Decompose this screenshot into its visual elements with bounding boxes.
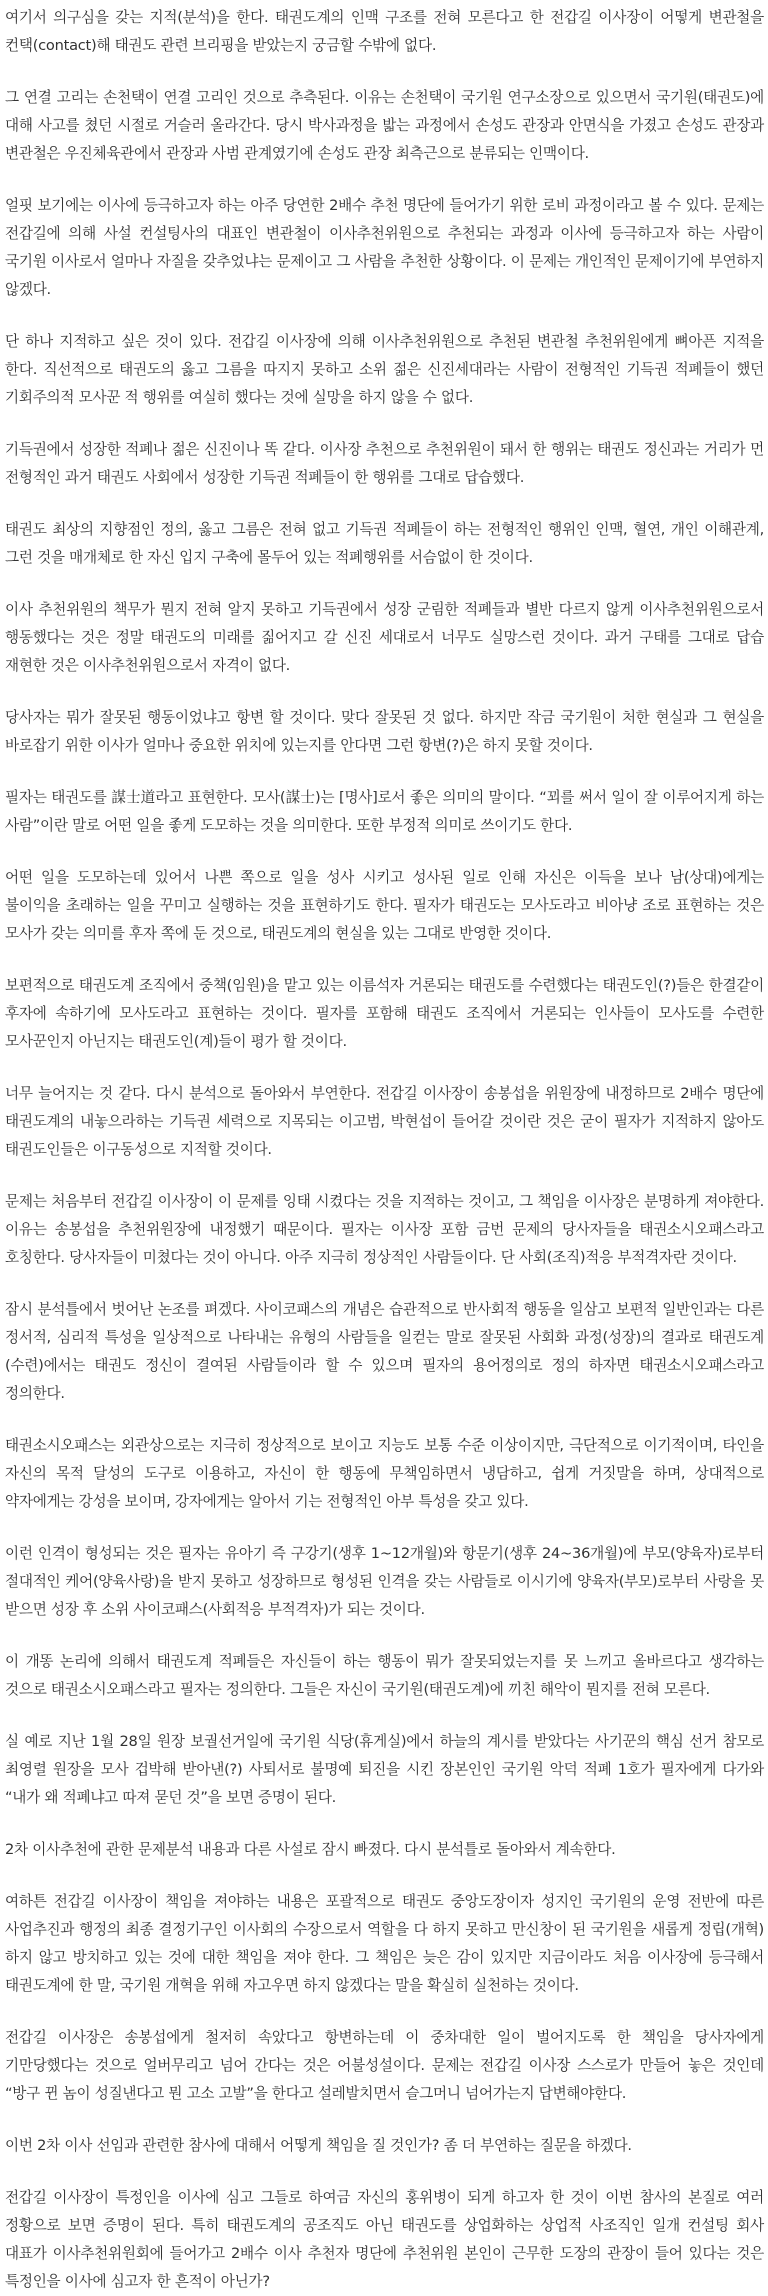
paragraph: 문제는 처음부터 전갑길 이사장이 이 문제를 잉태 시켰다는 것을 지적하는 것이고, 그 책임을 이사장은 분명하게 져야한다. 이유는 송봉섭을 추천위원장에 내정했기 때문이다. 필자는 이사장 포함 금번 문제의 당사자들을 태권소시오패스라고 호칭한다. 당사자들이 미쳤다는 것이 아니다. 아주 지극히 정상적인 사람들이다. 단 사회(조직)적응 부적격자란 것이다. (5, 1193, 764, 1266)
paragraph: 단 하나 지적하고 싶은 것이 있다. 전갑길 이사장에 의해 이사추천위원으로 추천된 변관철 추천위원에게 뼈아픈 지적을 한다. 직선적으로 태권도의 옳고 그름을 따지지 못하고 소위 젊은 신진세대라는 사람이 전형적인 기득권 적폐들이 했던 기회주의적 모사꾼 적 행위를 여실히 했다는 것에 실망을 하지 않을 수 없다. (5, 333, 764, 406)
paragraph: 얼핏 보기에는 이사에 등극하고자 하는 아주 당연한 2배수 추천 명단에 들어가기 위한 로비 과정이라고 볼 수 있다. 문제는 전갑길에 의해 사설 컨설팅사의 대표인 변관철이 이사추천위원으로 추천되는 과정과 이사에 등극하고자 하는 사람이 국기원 이사로서 얼마나 자질을 갖추었냐는 문제이고 그 사람을 추천한 상황이다. 이 문제는 개인적인 문제이기에 부연하지 않겠다. (5, 197, 764, 298)
paragraph: 기득권에서 성장한 적폐나 젊은 신진이나 똑 같다. 이사장 추천으로 추천위원이 돼서 한 행위는 태권도 정신과는 거리가 먼 전형적인 과거 태권도 사회에서 성장한 기득권 적폐들이 한 행위를 그대로 답습했다. (5, 441, 764, 486)
paragraph: 여기서 의구심을 갖는 지적(분석)을 한다. 태권도계의 인맥 구조를 전혀 모른다고 한 전갑길 이사장이 어떻게 변관철을 컨택(contact)해 태권도 관련 브리핑을 받았는지 궁금할 수밖에 없다. (5, 9, 764, 54)
paragraph: 보편적으로 태권도계 조직에서 중책(임원)을 맡고 있는 이름석자 거론되는 태권도를 수련했다는 태권도인(?)들은 한결같이 후자에 속하기에 모사도라고 표현하는 것이다. 필자를 포함해 태권도 조직에서 거론되는 인사들이 모사도를 수련한 모사꾼인지 아닌지는 태권도인(계)들이 평가 할 것이다. (5, 977, 764, 1050)
paragraph: 어떤 일을 도모하는데 있어서 나쁜 쪽으로 일을 성사 시키고 성사된 일로 인해 자신은 이득을 보나 남(상대)에게는 불이익을 초래하는 일을 꾸미고 실행하는 것을 표현하기도 한다. 필자가 태권도는 모사도라고 비아냥 조로 표현하는 것은 모사가 갖는 의미를 후자 쪽에 둔 것으로, 태권도계의 현실을 있는 그대로 반영한 것이다. (5, 869, 764, 942)
paragraph: 이 개똥 논리에 의해서 태권도계 적폐들은 자신들이 하는 행동이 뭐가 잘못되었는지를 못 느끼고 올바르다고 생각하는 것으로 태권소시오패스라고 필자는 정의한다. 그들은 자신이 국기원(태권도계)에 끼친 해악이 뭔지를 전혀 모른다. (5, 1653, 764, 1698)
paragraph: 여하튼 전갑길 이사장이 책임을 져야하는 내용은 포괄적으로 태권도 중앙도장이자 성지인 국기원의 운영 전반에 따른 사업추진과 행정의 최종 결정기구인 이사회의 수장으로서 역할을 다 하지 못하고 만신창이 된 국기원을 새롭게 정립(개혁)하지 않고 방치하고 있는 것에 대한 책임을 져야 한다. 그 책임은 늦은 감이 있지만 지금이라도 처음 이사장에 등극해서 태권도계에 한 말, 국기원 개혁을 위해 자고우면 하지 않겠다는 말을 확실히 실천하는 것이다. (5, 1893, 764, 1994)
paragraph: 이사 추천위원의 책무가 뭔지 전혀 알지 못하고 기득권에서 성장 군림한 적폐들과 별반 다르지 않게 이사추천위원으로서 행동했다는 것은 정말 태권도의 미래를 짊어지고 갈 신진 세대로서 너무도 실망스런 것이다. 과거 구태를 그대로 답습 재현한 것은 이사추천위원으로서 자격이 없다. (5, 601, 764, 674)
paragraph: 필자는 태권도를 謀士道라고 표현한다. 모사(謀士)는 [명사]로서 좋은 의미의 말이다. “꾀를 써서 일이 잘 이루어지게 하는 사람”이란 말로 어떤 일을 좋게 도모하는 것을 의미한다. 또한 부정적 의미로 쓰이기도 한다. (5, 789, 764, 834)
paragraph: 전갑길 이사장이 특정인을 이사에 심고 그들로 하여금 자신의 홍위병이 되게 하고자 한 것이 이번 참사의 본질로 여러 정황으로 보면 증명이 된다. 특히 태권도계의 공조직도 아닌 태권도를 상업화하는 상업적 사조직인 일개 컨설팅 회사 대표가 이사추천위원회에 들어가고 2배수 이사 추천자 명단에 추천위원 본인이 근무한 도장의 관장이 들어 있다는 것은 특정인을 이사에 심고자 한 흔적이 아닌가? (5, 2189, 764, 2290)
paragraph: 이번 2차 이사 선임과 관련한 참사에 대해서 어떻게 책임을 질 것인가? 좀 더 부연하는 질문을 하겠다. (5, 2137, 632, 2154)
paragraph: 너무 늘어지는 것 같다. 다시 분석으로 돌아와서 부연한다. 전갑길 이사장이 송봉섭을 위원장에 내정하므로 2배수 명단에 태권도계의 내놓으라하는 기득권 세력으로 지목되는 이고범, 박현섭이 들어갈 것이란 것은 굳이 필자가 지적하지 않아도 태권도인들은 이구동성으로 지적할 것이다. (5, 1085, 764, 1158)
paragraph: 실 예로 지난 1월 28일 원장 보궐선거일에 국기원 식당(휴게실)에서 하늘의 계시를 받았다는 사기꾼의 핵심 선거 참모로 최영렬 원장을 모사 겁박해 받아낸(?) 사퇴서로 불명예 퇴진을 시킨 장본인인 국기원 악덕 적폐 1호가 필자에게 다가와 “내가 왜 적폐냐고 따져 묻던 것”을 보면 증명이 된다. (5, 1733, 764, 1806)
paragraph: 전갑길 이사장은 송봉섭에게 철저히 속았다고 항변하는데 이 중차대한 일이 벌어지도록 한 책임을 당사자에게 기만당했다는 것으로 얼버무리고 넘어 간다는 것은 어불성설이다. 문제는 전갑길 이사장 스스로가 만들어 놓은 것인데 “방구 뀐 놈이 성질낸다고 뭔 고소 고발”을 한다고 설레발치면서 슬그머니 넘어가는지 답변해야한다. (5, 2029, 764, 2102)
paragraph: 그 연결 고리는 손천택이 연결 고리인 것으로 추측된다. 이유는 손천택이 국기원 연구소장으로 있으면서 국기원(태권도)에 대해 사고를 쳤던 시절로 거슬러 올라간다. 당시 박사과정을 밟는 과정에서 손성도 관장과 안면식을 가졌고 손성도 관장과 변관철은 우진체육관에서 관장과 사범 관계였기에 손성도 관장 최측근으로 분류되는 인맥이다. (5, 89, 764, 162)
paragraph: 태권도 최상의 지향점인 정의, 옳고 그름은 전혀 없고 기득권 적폐들이 하는 전형적인 행위인 인맥, 혈연, 개인 이해관계, 그런 것을 매개체로 한 자신 입지 구축에 몰두어 있는 적폐행위를 서슴없이 한 것이다. (5, 521, 764, 566)
paragraph: 잠시 분석틀에서 벗어난 논조를 펴겠다. 사이코패스의 개념은 습관적으로 반사회적 행동을 일삼고 보편적 일반인과는 다른 정서적, 심리적 특성을 일상적으로 나타내는 유형의 사람들을 일컫는 말로 잘못된 사회화 과정(성장)의 결과로 태권도계(수련)에서는 태권도 정신이 결여된 사람들이라 할 수 있으며 필자의 용어정의로 정의 하자면 태권소시오패스라고 정의한다. (5, 1301, 764, 1402)
paragraph: 이런 인격이 형성되는 것은 필자는 유아기 즉 구강기(생후 1~12개월)와 항문기(생후 24~36개월)에 부모(양육자)로부터 절대적인 케어(양육사랑)을 받지 못하고 성장하므로 형성된 인격을 갖는 사람들로 이시기에 양육자(부모)로부터 사랑을 못 받으면 성장 후 소위 사이코패스(사회적응 부적격자)가 되는 것이다. (5, 1545, 764, 1618)
paragraph: 당사자는 뭐가 잘못된 행동이었냐고 항변 할 것이다. 맞다 잘못된 것 없다. 하지만 작금 국기원이 처한 현실과 그 현실을 바로잡기 위한 이사가 얼마나 중요한 위치에 있는지를 안다면 그런 항변(?)은 하지 못할 것이다. (5, 709, 764, 754)
paragraph: 태권소시오패스는 외관상으로는 지극히 정상적으로 보이고 지능도 보통 수준 이상이지만, 극단적으로 이기적이며, 타인을 자신의 목적 달성의 도구로 이용하고, 자신이 한 행동에 무책임하면서 냉담하고, 쉽게 거짓말을 하며, 상대적으로 약자에게는 강성을 보이며, 강자에게는 알아서 기는 전형적인 아부 특성을 갖고 있다. (5, 1437, 764, 1510)
paragraph: 2차 이사추천에 관한 문제분석 내용과 다른 사설로 잠시 빠졌다. 다시 분석틀로 돌아와서 계속한다. (5, 1841, 616, 1858)
